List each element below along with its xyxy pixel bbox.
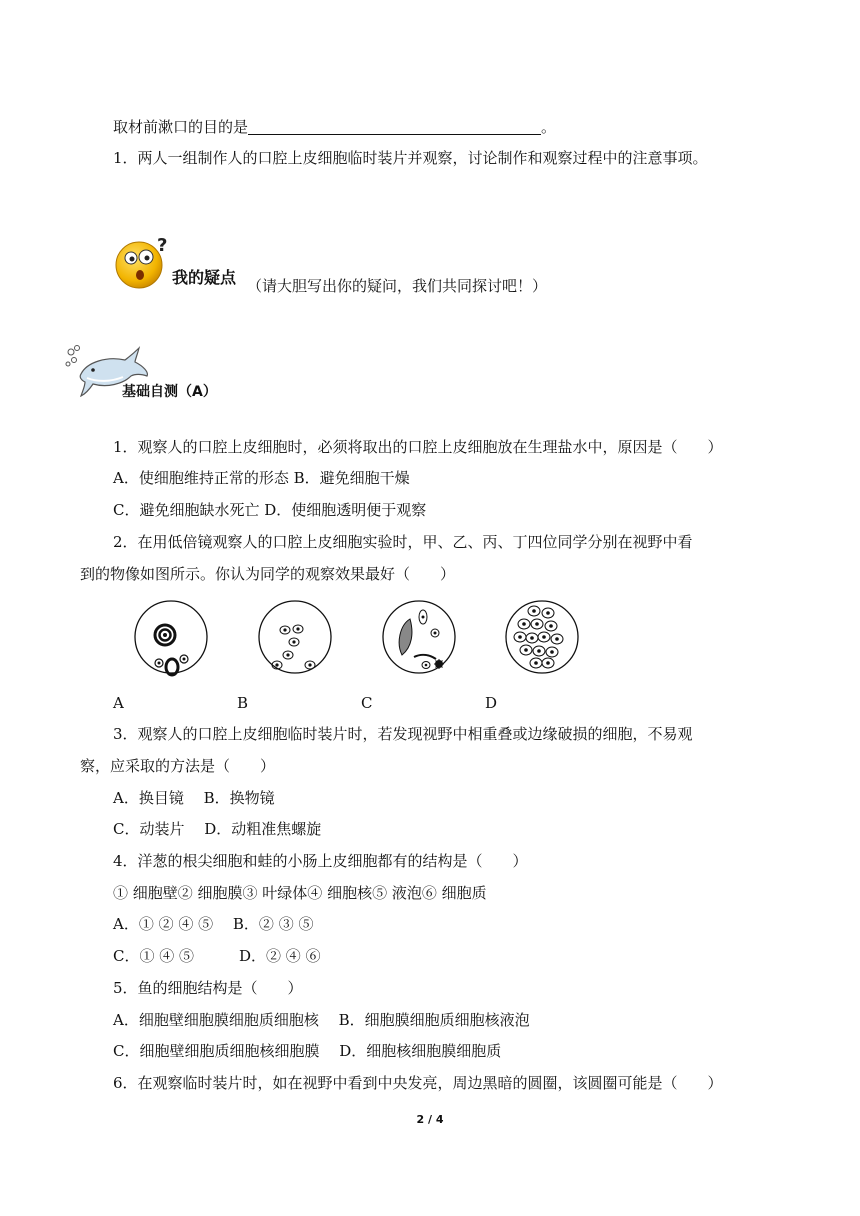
doubt-hint: （请大胆写出你的疑问，我们共同探讨吧！） xyxy=(247,277,548,295)
purpose-suffix: 。 xyxy=(541,118,557,136)
figure-label-d: D xyxy=(485,694,498,712)
field-a xyxy=(135,601,207,675)
question-1-options-ab: A．使细胞维持正常的形态 B．避免细胞干燥 xyxy=(113,469,410,487)
purpose-prefix: 取材前漱口的目的是 xyxy=(113,118,249,136)
question-3-stem-line2: 察，应采取的方法是（ ） xyxy=(80,757,276,775)
figure-label-b: B xyxy=(237,694,249,712)
question-5-options-ab: A．细胞壁细胞膜细胞质细胞核 B．细胞膜细胞质细胞核液泡 xyxy=(113,1011,530,1029)
question-1-options-cd: C．避免细胞缺水死亡 D．使细胞透明便于观察 xyxy=(113,501,427,519)
svg-text:?: ? xyxy=(157,235,168,256)
question-4-options-ab: A．① ② ④ ⑤ B．② ③ ⑤ xyxy=(113,915,314,933)
question-4-structures: ① 细胞壁② 细胞膜③ 叶绿体④ 细胞核⑤ 液泡⑥ 细胞质 xyxy=(113,884,487,902)
question-3-options-cd: C．动装片 D．动粗准焦螺旋 xyxy=(113,820,322,838)
microscope-fields-figure xyxy=(130,597,590,682)
question-1-stem: 1．观察人的口腔上皮细胞时，必须将取出的口腔上皮细胞放在生理盐水中，原因是（ ） xyxy=(113,438,723,456)
question-5-stem: 5．鱼的细胞结构是（ ） xyxy=(113,979,303,997)
selftest-title: 基础自测（A） xyxy=(122,384,217,400)
question-2-stem-line1: 2．在用低倍镜观察人的口腔上皮细胞实验时，甲、乙、丙、丁四位同学分别在视野中看 xyxy=(113,533,693,551)
field-b xyxy=(259,601,331,673)
page-number: 2 / 4 xyxy=(416,1113,444,1126)
question-4-stem: 4．洋葱的根尖细胞和蛙的小肠上皮细胞都有的结构是（ ） xyxy=(113,852,528,870)
answer-blank[interactable] xyxy=(248,118,541,135)
question-5-options-cd: C．细胞壁细胞质细胞核细胞膜 D．细胞核细胞膜细胞质 xyxy=(113,1042,502,1060)
task-1: 1．两人一组制作人的口腔上皮细胞临时装片并观察，讨论制作和观察过程中的注意事项。 xyxy=(113,149,708,167)
question-4-options-cd: C．① ④ ⑤ D．② ④ ⑥ xyxy=(113,947,321,965)
doubt-title: 我的疑点 xyxy=(172,268,237,287)
question-6-stem: 6．在观察临时装片时，如在视野中看到中央发亮，周边黑暗的圆圈，该圆圈可能是（ ） xyxy=(113,1074,723,1092)
field-d xyxy=(506,601,578,673)
figure-label-c: C xyxy=(361,694,373,712)
purpose-question xyxy=(113,117,556,137)
figure-label-a: A xyxy=(113,694,124,712)
question-2-stem-line2: 到的物像如图所示。你认为同学的观察效果最好（ ） xyxy=(80,565,456,583)
question-3-stem-line1: 3．观察人的口腔上皮细胞临时装片时，若发现视野中相重叠或边缘破损的细胞，不易观 xyxy=(113,725,693,743)
field-c xyxy=(383,601,455,673)
question-3-options-ab: A．换目镜 B．换物镜 xyxy=(113,789,275,807)
puzzled-face-icon xyxy=(113,234,171,290)
